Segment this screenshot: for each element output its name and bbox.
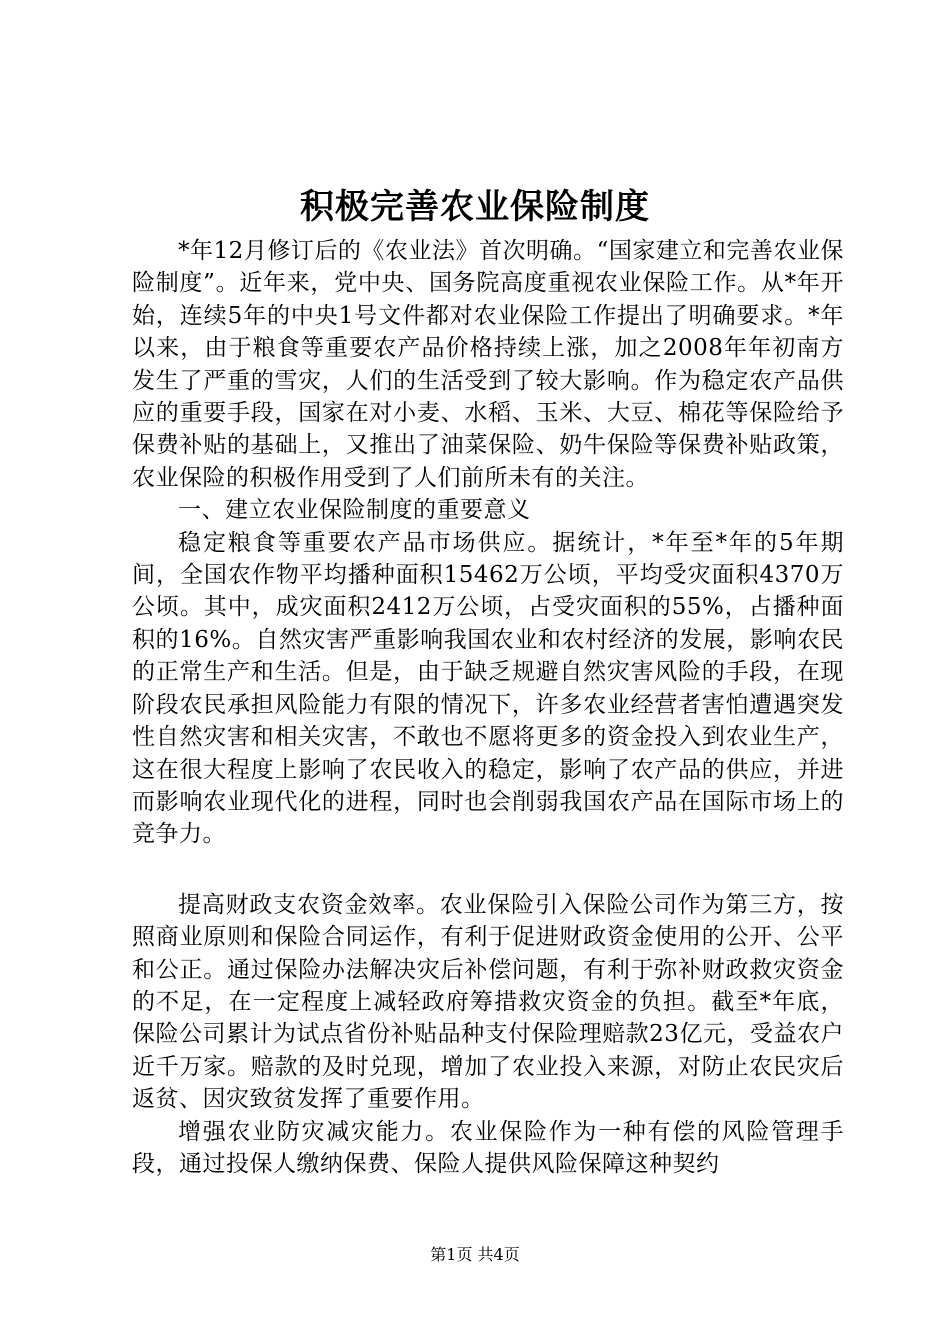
document-title: 积极完善农业保险制度: [300, 187, 650, 227]
paragraph-finance: 提高财政支农资金效率。农业保险引入保险公司作为第三方，按照商业原则和保险合同运作，有利于促进财政资金使用的公开、公平和公正。通过保险办法解决灾后补偿问题，有利于弥补财政救灾资金的不足，在一定程度上减轻政府筹措救灾资金的负担。截至*年底，保险公司累计为试点省份补贴品种支付保险理赔款23亿元，受益农户近千万家。赔款的及时兑现，增加了农业投入来源，对防止农民灾后返贫、因灾致贫发挥了重要作用。: [132, 891, 844, 1113]
paragraph-intro: *年12月修订后的《农业法》首次明确。“国家建立和完善农业保险制度”。近年来，党中央、国务院高度重视农业保险工作。从*年开始，连续5年的中央1号文件都对农业保险工作提出了明确要求。*年以来，由于粮食等重要农产品价格持续上涨，加之2008年年初南方发生了严重的雪灾，人们的生活受到了较大影响。作为稳定农产品供应的重要手段，国家在对小麦、水稻、玉米、大豆、棉花等保险给予保费补贴的基础上，又推出了油菜保险、奶牛保险等保费补贴政策，农业保险的积极作用受到了人们前所未有的关注。: [132, 238, 844, 491]
section-heading: 一、建立农业保险制度的重要意义: [178, 497, 531, 524]
paragraph-disaster: 增强农业防灾减灾能力。农业保险作为一种有偿的风险管理手段，通过投保人缴纳保费、保险人提供风险保障这种契约: [132, 1118, 844, 1177]
document-body: [132, 235, 844, 1180]
paragraph-gap: [132, 851, 844, 889]
page-footer: 第1页 共4页: [430, 1245, 520, 1264]
paragraph-supply: 稳定粮食等重要农产品市场供应。据统计，*年至*年的5年期间，全国农作物平均播种面积15462万公顷，平均受灾面积4370万公顷。其中，成灾面积2412万公顷，占受灾面积的55%，占播种面积的16%。自然灾害严重影响我国农业和农村经济的发展，影响农民的正常生产和生活。但是，由于缺乏规避自然灾害风险的手段，在现阶段农民承担风险能力有限的情况下，许多农业经营者害怕遭遇突发性自然灾害和相关灾害，不敢也不愿将更多的资金投入到农业生产，这在很大程度上影响了农民收入的稳定，影响了农产品的供应，并进而影响农业现代化的进程，同时也会削弱我国农产品在国际市场上的竞争力。: [132, 529, 844, 848]
